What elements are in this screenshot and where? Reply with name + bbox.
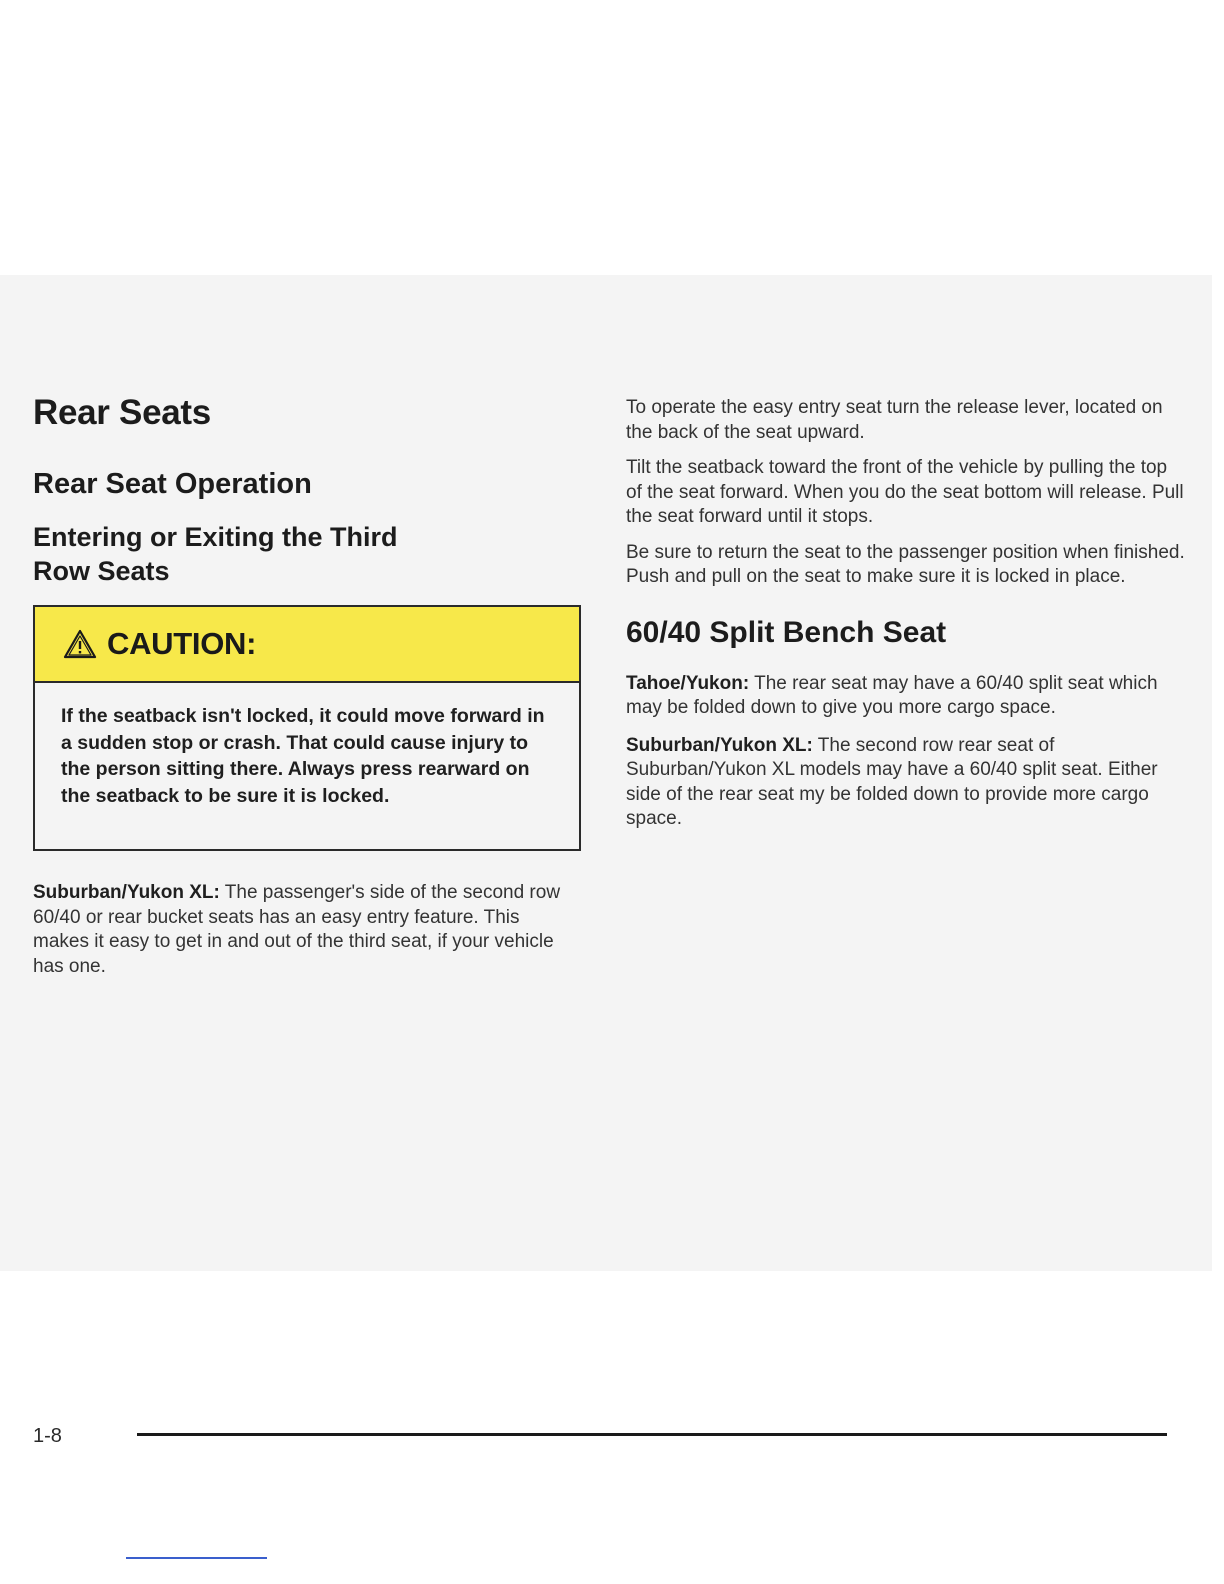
left-column [33, 393, 583, 588]
section-heading: Rear Seat Operation [33, 468, 312, 500]
split-bench-heading: 60/40 Split Bench Seat [626, 615, 947, 649]
subsection-heading-line2: Row Seats [33, 556, 170, 586]
link-underline [126, 1557, 267, 1559]
caution-box [33, 605, 581, 851]
suburban-text: The second row rear seat of Suburban/Yukon XL models may have a 60/40 split seat. Either side of the rear seat my be folded down to provide more cargo space. [626, 734, 1158, 829]
caution-header [35, 607, 579, 683]
subsection-heading-line1: Entering or Exiting the Third [33, 522, 398, 552]
footer-rule [137, 1433, 1167, 1436]
tahoe-label: Tahoe/Yukon: [626, 672, 750, 694]
suburban-paragraph [626, 734, 1186, 832]
paragraph-label: Suburban/Yukon XL: [33, 882, 220, 903]
caution-title: CAUTION: [107, 626, 257, 661]
warning-triangle-icon [63, 629, 97, 659]
tahoe-text: The rear seat may have a 60/40 split seat which may be folded down to give you more cargo space. [626, 672, 1158, 718]
return-paragraph: Be sure to return the seat to the passenger position when finished. Push and pull on the seat to make sure it is locked in place. [626, 541, 1185, 587]
paragraph-text: The passenger's side of the second row 60/40 or rear bucket seats has an easy entry feature. This makes it easy to get in and out of the third seat, if your vehicle has one. [33, 882, 561, 977]
right-column [626, 396, 1186, 843]
subsection-heading [33, 520, 583, 588]
page-number: 1-8 [33, 1425, 62, 1447]
manual-page [0, 275, 1212, 1447]
caution-text: If the seatback isn't locked, it could move forward in a sudden stop or crash. That could cause injury to the person sitting there. Always press rearward on the seatback to be sure it is locked. [61, 705, 545, 807]
suburban-label: Suburban/Yukon XL: [626, 734, 813, 756]
tahoe-paragraph [626, 672, 1186, 721]
page-title: Rear Seats [33, 393, 211, 432]
easy-entry-paragraph [33, 881, 578, 979]
operate-paragraph: To operate the easy entry seat turn the release lever, located on the back of the seat upward. [626, 397, 1163, 443]
tilt-paragraph: Tilt the seatback toward the front of the vehicle by pulling the top of the seat forward. When you do the seat bottom will release. Pull the seat forward until it stops. [626, 457, 1184, 527]
